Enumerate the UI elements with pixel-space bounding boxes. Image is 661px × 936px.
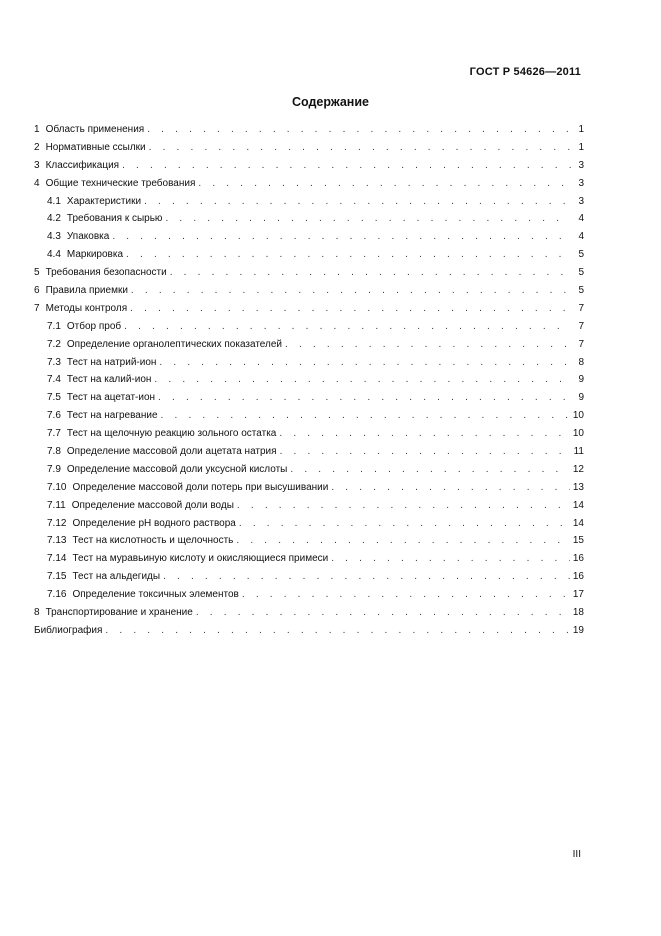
toc-entry-number: 7.5 xyxy=(47,392,61,404)
toc-entry[interactable] xyxy=(34,336,584,354)
toc-entry-number: 7 xyxy=(34,302,40,314)
dot-leader xyxy=(280,443,571,461)
toc-entry-text: Область применения xyxy=(45,124,145,135)
dot-leader xyxy=(165,210,571,228)
toc-entry-label xyxy=(34,175,195,193)
toc-entry-text: Маркировка xyxy=(66,249,124,261)
toc-entry[interactable] xyxy=(34,443,584,461)
toc-entry-number: 7.3 xyxy=(47,356,61,368)
toc-entry-page: 7 xyxy=(578,302,584,314)
dot-leader xyxy=(158,389,571,407)
toc-entry[interactable] xyxy=(34,389,584,407)
toc-entry-text: Определение органолептических показателей xyxy=(66,338,283,350)
toc-entry[interactable] xyxy=(34,228,584,246)
toc-entry-number: 7.6 xyxy=(47,410,61,422)
toc-entry[interactable] xyxy=(34,407,584,425)
toc-entry-label xyxy=(47,550,328,568)
toc-entry-text: Методы контроля xyxy=(45,302,128,314)
toc-entry-text: Определение массовой доли уксусной кислоты xyxy=(66,463,288,475)
dot-leader xyxy=(163,568,570,586)
toc-entry[interactable] xyxy=(34,282,584,300)
toc-entry-number: 6 xyxy=(34,285,40,297)
toc-entry[interactable] xyxy=(34,604,584,622)
toc-entry-page: 4 xyxy=(578,231,584,243)
toc-entry-label xyxy=(34,264,167,282)
toc-entry-page: 7 xyxy=(578,338,584,350)
toc-entry-page: 15 xyxy=(572,535,584,547)
toc-entry-text: Нормативные ссылки xyxy=(45,141,146,153)
toc-entry-number: 4.1 xyxy=(47,195,61,207)
toc-entry-text: Тест на альдегиды xyxy=(72,571,161,583)
toc-entry-label xyxy=(34,300,127,318)
dot-leader xyxy=(237,497,570,515)
toc-entry-label xyxy=(47,532,233,550)
document-code: ГОСТ Р 54626—2011 xyxy=(469,66,581,78)
toc-entry-page: 1 xyxy=(578,141,584,153)
toc-entry-page: 14 xyxy=(572,517,584,529)
toc-entry-label xyxy=(47,586,239,604)
dot-leader xyxy=(159,354,571,372)
toc-entry-text: Правила приемки xyxy=(45,285,128,297)
dot-leader xyxy=(161,407,570,425)
toc-entry-text: Определение массовой доли воды xyxy=(71,499,234,511)
toc-entry-page: 12 xyxy=(572,463,584,475)
toc-entry[interactable] xyxy=(34,586,584,604)
toc-entry-text: Общие технические требования xyxy=(45,177,196,189)
toc-entry-page: 5 xyxy=(578,249,584,261)
toc-entry-text: Тест на ацетат-ион xyxy=(66,392,156,404)
toc-entry[interactable] xyxy=(34,461,584,479)
toc-entry[interactable] xyxy=(34,425,584,443)
toc-entry-label xyxy=(47,443,277,461)
toc-entry-number: 2 xyxy=(34,141,40,153)
dot-leader xyxy=(331,479,570,497)
toc-entry-text: Транспортирование и хранение xyxy=(45,607,193,619)
toc-entry-label xyxy=(34,121,144,139)
toc-entry-page: 7 xyxy=(578,320,584,332)
toc-entry-text: Определение токсичных элементов xyxy=(72,589,239,601)
toc-entry-label xyxy=(47,318,121,336)
toc-entry-number: 7.14 xyxy=(47,553,67,565)
toc-entry[interactable] xyxy=(34,246,584,264)
toc-entry[interactable] xyxy=(34,532,584,550)
toc-entry-page: 3 xyxy=(578,195,584,207)
dot-leader xyxy=(147,121,571,139)
toc-entry-page: 11 xyxy=(573,446,584,458)
toc-entry-page: 10 xyxy=(572,410,584,422)
toc-entry-page: 3 xyxy=(578,177,584,189)
toc-entry-text: Тест на муравьиную кислоту и окисляющиеся примеси xyxy=(72,553,329,565)
toc-entry-number: 7.16 xyxy=(47,589,67,601)
toc-entry-text: Требования к сырью xyxy=(66,213,163,225)
toc-entry-label xyxy=(47,568,160,586)
toc-entry-text: Тест на натрий-ион xyxy=(66,356,157,368)
toc-entry-text: Определение pH водного раствора xyxy=(72,517,236,529)
toc-entry-number: 1 xyxy=(34,124,40,135)
toc-entry-number: 4.3 xyxy=(47,231,61,243)
toc-entry[interactable] xyxy=(34,193,584,211)
toc-entry-page: 9 xyxy=(578,374,584,386)
toc-entry[interactable] xyxy=(34,210,584,228)
toc-entry-text: Библиография xyxy=(34,624,103,636)
toc-entry-text: Тест на нагревание xyxy=(66,410,158,422)
dot-leader xyxy=(239,515,570,533)
toc-entry-number: 7.4 xyxy=(47,374,61,386)
toc-entry-label xyxy=(47,407,158,425)
toc-entry-number: 7.7 xyxy=(47,428,61,440)
toc-entry-label xyxy=(47,389,155,407)
toc-entry-text: Тест на калий-ион xyxy=(66,374,152,386)
page-number: III xyxy=(572,849,581,860)
toc-entry-label xyxy=(47,461,287,479)
toc-entry-number: 7.8 xyxy=(47,446,61,458)
toc-entry-text: Определение массовой доли потерь при высушивании xyxy=(72,481,329,493)
toc-entry-number: 4 xyxy=(34,177,40,189)
toc-entry-text: Отбор проб xyxy=(66,320,122,332)
toc-entry-text: Классификация xyxy=(45,159,120,171)
toc-entry[interactable] xyxy=(34,318,584,336)
toc-entry-label xyxy=(47,246,123,264)
dot-leader xyxy=(105,622,569,640)
toc-entry-label xyxy=(34,622,102,640)
toc-entry[interactable] xyxy=(34,354,584,372)
dot-leader xyxy=(196,604,570,622)
toc-entry[interactable] xyxy=(34,157,584,175)
toc-entry-label xyxy=(47,354,156,372)
toc-entry[interactable] xyxy=(34,121,584,139)
toc-entry-page: 14 xyxy=(572,499,584,511)
toc-entry-label xyxy=(47,425,276,443)
toc-entry-page: 16 xyxy=(572,571,584,583)
toc-entry-page: 16 xyxy=(572,553,584,565)
toc-entry[interactable] xyxy=(34,568,584,586)
toc-entry[interactable] xyxy=(34,371,584,389)
toc-entry-label xyxy=(47,497,234,515)
toc-entry[interactable] xyxy=(34,479,584,497)
toc-entry-label xyxy=(34,604,193,622)
toc-entry-number: 7.12 xyxy=(47,517,67,529)
dot-leader xyxy=(279,425,570,443)
toc-entry[interactable] xyxy=(34,264,584,282)
toc-entry-text: Определение массовой доли ацетата натрия xyxy=(66,446,277,458)
toc-entry-text: Упаковка xyxy=(66,231,110,243)
toc-entry[interactable] xyxy=(34,139,584,157)
toc-entry-page: 8 xyxy=(578,356,584,368)
dot-leader xyxy=(122,157,571,175)
dot-leader xyxy=(170,264,571,282)
toc-entry-page: 5 xyxy=(578,285,584,297)
dot-leader xyxy=(144,193,571,211)
toc-entry-label xyxy=(34,282,128,300)
dot-leader xyxy=(126,246,571,264)
toc-entry-text: Требования безопасности xyxy=(45,267,167,279)
toc-entry-page: 9 xyxy=(578,392,584,404)
toc-entry-number: 7.2 xyxy=(47,338,61,350)
toc-entry-number: 7.9 xyxy=(47,463,61,475)
toc-entry-page: 19 xyxy=(572,624,584,636)
toc-entry-page: 10 xyxy=(572,428,584,440)
toc-entry-label xyxy=(34,157,119,175)
toc-entry-label xyxy=(34,139,146,157)
toc-entry-number: 8 xyxy=(34,607,40,619)
toc-entry[interactable] xyxy=(34,550,584,568)
toc-entry-number: 3 xyxy=(34,159,40,171)
toc-entry-page: 4 xyxy=(578,213,584,225)
toc-entry-number: 7.1 xyxy=(47,320,61,332)
dot-leader xyxy=(149,139,571,157)
dot-leader xyxy=(124,318,571,336)
dot-leader xyxy=(242,586,570,604)
toc-entry-label xyxy=(47,228,109,246)
dot-leader xyxy=(285,336,571,354)
toc-entry-number: 5 xyxy=(34,267,40,279)
dot-leader xyxy=(154,371,571,389)
toc-entry-page: 18 xyxy=(572,607,584,619)
table-of-contents xyxy=(34,121,584,640)
toc-entry[interactable] xyxy=(34,300,584,318)
toc-entry-label xyxy=(47,371,151,389)
toc-entry-page: 17 xyxy=(572,589,584,601)
toc-entry-text: Тест на кислотность и щелочность xyxy=(72,535,234,547)
toc-entry-number: 4.4 xyxy=(47,249,61,261)
toc-title: Содержание xyxy=(291,95,369,109)
dot-leader xyxy=(112,228,571,246)
toc-entry-label xyxy=(47,210,162,228)
dot-leader xyxy=(290,461,570,479)
toc-entry-number: 7.13 xyxy=(47,535,67,547)
toc-entry-number: 4.2 xyxy=(47,213,61,225)
toc-entry-label xyxy=(47,515,236,533)
toc-entry-label xyxy=(47,193,141,211)
toc-entry[interactable] xyxy=(34,515,584,533)
toc-entry-page: 5 xyxy=(578,267,584,279)
toc-entry-label xyxy=(47,479,328,497)
toc-entry-number: 7.10 xyxy=(47,481,67,493)
dot-leader xyxy=(331,550,570,568)
toc-entry-number: 7.11 xyxy=(47,499,66,511)
toc-entry-page: 1 xyxy=(578,124,584,135)
toc-entry-number: 7.15 xyxy=(47,571,67,583)
toc-entry-page: 13 xyxy=(572,481,584,493)
dot-leader xyxy=(236,532,570,550)
dot-leader xyxy=(130,300,571,318)
toc-entry[interactable] xyxy=(34,497,584,515)
dot-leader xyxy=(131,282,571,300)
dot-leader xyxy=(198,175,571,193)
toc-entry[interactable] xyxy=(34,175,584,193)
toc-entry-text: Тест на щелочную реакцию зольного остатка xyxy=(66,428,277,440)
toc-entry-text: Характеристики xyxy=(66,195,142,207)
toc-entry-label xyxy=(47,336,282,354)
toc-entry[interactable] xyxy=(34,622,584,640)
toc-entry-page: 3 xyxy=(578,159,584,171)
